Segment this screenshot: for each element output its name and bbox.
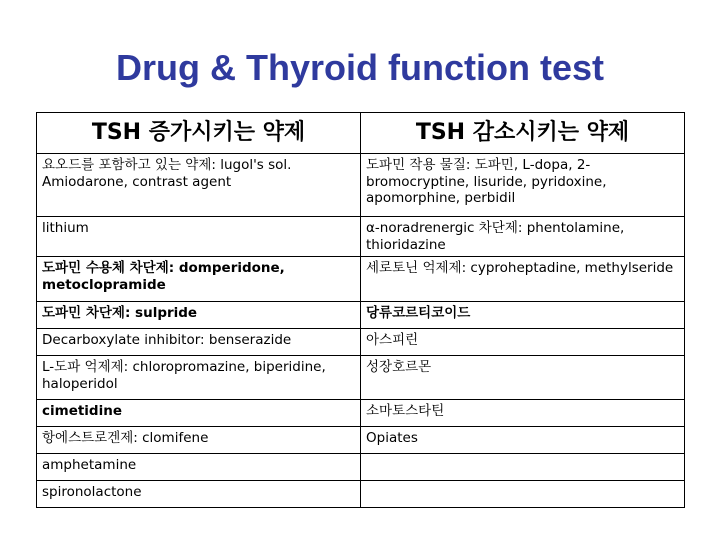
drug-tsh-table	[36, 112, 685, 508]
cell-increase: 항에스트로겐제: clomifene	[37, 427, 361, 454]
table-row	[37, 427, 685, 454]
table-row	[37, 400, 685, 427]
slide-title: Drug & Thyroid function test	[116, 47, 604, 88]
table-row	[37, 217, 685, 257]
header-tsh-increase: TSH 증가시키는 약제	[37, 113, 361, 154]
header-tsh-decrease: TSH 감소시키는 약제	[361, 113, 685, 154]
table-row	[37, 329, 685, 356]
cell-decrease: 성장호르몬	[361, 356, 685, 400]
table-row	[37, 302, 685, 329]
cell-decrease: 아스피린	[361, 329, 685, 356]
table-header-row	[37, 113, 685, 154]
cell-increase: 도파민 수용체 차단제: domperidone, metoclopramide	[37, 257, 361, 302]
cell-decrease: 소마토스타틴	[361, 400, 685, 427]
cell-increase: 요오드를 포함하고 있는 약제: lugol's sol. Amiodarone, contrast agent	[37, 154, 361, 217]
cell-decrease: α-noradrenergic 차단제: phentolamine, thioridazine	[361, 217, 685, 257]
cell-increase: spironolactone	[37, 481, 361, 508]
cell-increase: amphetamine	[37, 454, 361, 481]
cell-decrease-empty	[361, 481, 685, 508]
cell-decrease-empty	[361, 454, 685, 481]
table-row	[37, 154, 685, 217]
cell-decrease: 도파민 작용 물질: 도파민, L-dopa, 2-bromocryptine, lisuride, pyridoxine, apomorphine, perbidil	[361, 154, 685, 217]
cell-increase: 도파민 차단제: sulpride	[37, 302, 361, 329]
cell-increase: lithium	[37, 217, 361, 257]
table-row	[37, 356, 685, 400]
cell-decrease: Opiates	[361, 427, 685, 454]
cell-decrease: 당류코르티코이드	[361, 302, 685, 329]
cell-increase: L-도파 억제제: chloropromazine, biperidine, haloperidol	[37, 356, 361, 400]
cell-decrease: 세로토닌 억제제: cyproheptadine, methylseride	[361, 257, 685, 302]
table-row	[37, 257, 685, 302]
table-row	[37, 454, 685, 481]
cell-increase: Decarboxylate inhibitor: benserazide	[37, 329, 361, 356]
table-row	[37, 481, 685, 508]
cell-increase: cimetidine	[37, 400, 361, 427]
